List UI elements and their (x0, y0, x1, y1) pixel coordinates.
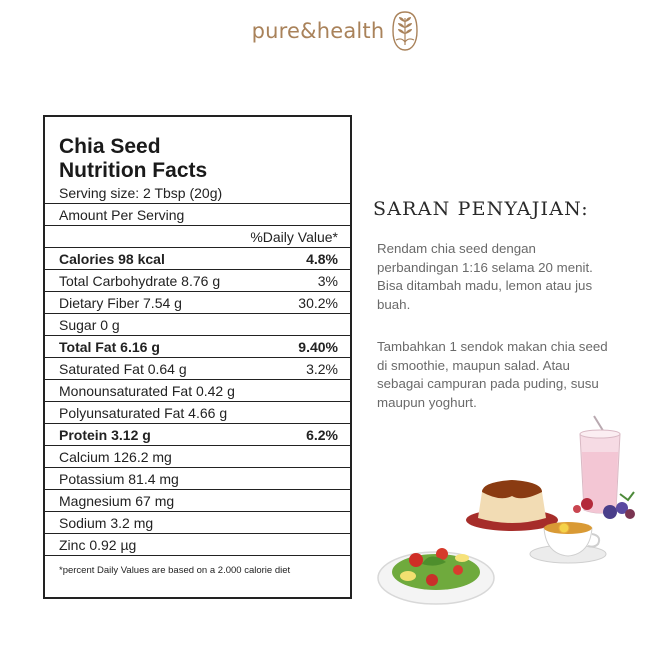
serving-suggestion-title: SARAN PENYAJIAN: (373, 198, 589, 220)
nutrient-row-sodium: Sodium 3.2 mg (45, 511, 350, 533)
nutrient-row-polyunsaturated-fat: Polyunsaturated Fat 4.66 g (45, 401, 350, 423)
daily-value-header: %Daily Value* (45, 225, 350, 247)
nutrient-row-calcium: Calcium 126.2 mg (45, 445, 350, 467)
brand-name: pure&health (251, 19, 385, 43)
serving-suggestion-paragraph-2: Tambahkan 1 sendok makan chia seed di smoothie, maupun salad. Atau sebagai campuran pada puding, susu maupun yoghurt. (377, 339, 608, 410)
brand-header (0, 10, 672, 52)
nutrition-facts-panel (43, 115, 352, 599)
wheat-logo-icon (390, 10, 420, 52)
nutrient-row-sugar: Sugar 0 g (45, 313, 350, 335)
serving-size: Serving size: 2 Tbsp (20g) (59, 185, 223, 201)
nutrient-row-dietary-fiber: Dietary Fiber 7.54 g 30.2% (45, 291, 350, 313)
daily-value-footnote: *percent Daily Values are based on a 2.000 calorie diet (45, 555, 350, 599)
amount-per-serving: Amount Per Serving (45, 203, 350, 225)
salad-plate-illustration (378, 548, 494, 604)
serving-suggestion-paragraph-1: Rendam chia seed dengan perbandingan 1:16 selama 20 menit. Bisa ditambah madu, lemon atau jus buah. (377, 241, 593, 312)
nutrient-row-protein: Protein 3.12 g 6.2% (45, 423, 350, 445)
product-title: Chia Seed (59, 135, 161, 158)
nutrient-row-potassium: Potassium 81.4 mg (45, 467, 350, 489)
nutrition-header (45, 117, 350, 201)
nutrient-row-saturated-fat: Saturated Fat 0.64 g 3.2% (45, 357, 350, 379)
nutrient-row-zinc: Zinc 0.92 µg (45, 533, 350, 555)
food-illustration (372, 412, 652, 612)
pudding-illustration (466, 480, 558, 531)
nutrient-row-total-carbohydrate: Total Carbohydrate 8.76 g 3% (45, 269, 350, 291)
nutrient-row-monounsaturated-fat: Monounsaturated Fat 0.42 g (45, 379, 350, 401)
nutrient-row-total-fat: Total Fat 6.16 g 9.40% (45, 335, 350, 357)
nutrition-facts-title: Nutrition Facts (59, 159, 208, 182)
nutrient-row-magnesium: Magnesium 67 mg (45, 489, 350, 511)
nutrient-row-calories: Calories 98 kcal 4.8% (45, 247, 350, 269)
